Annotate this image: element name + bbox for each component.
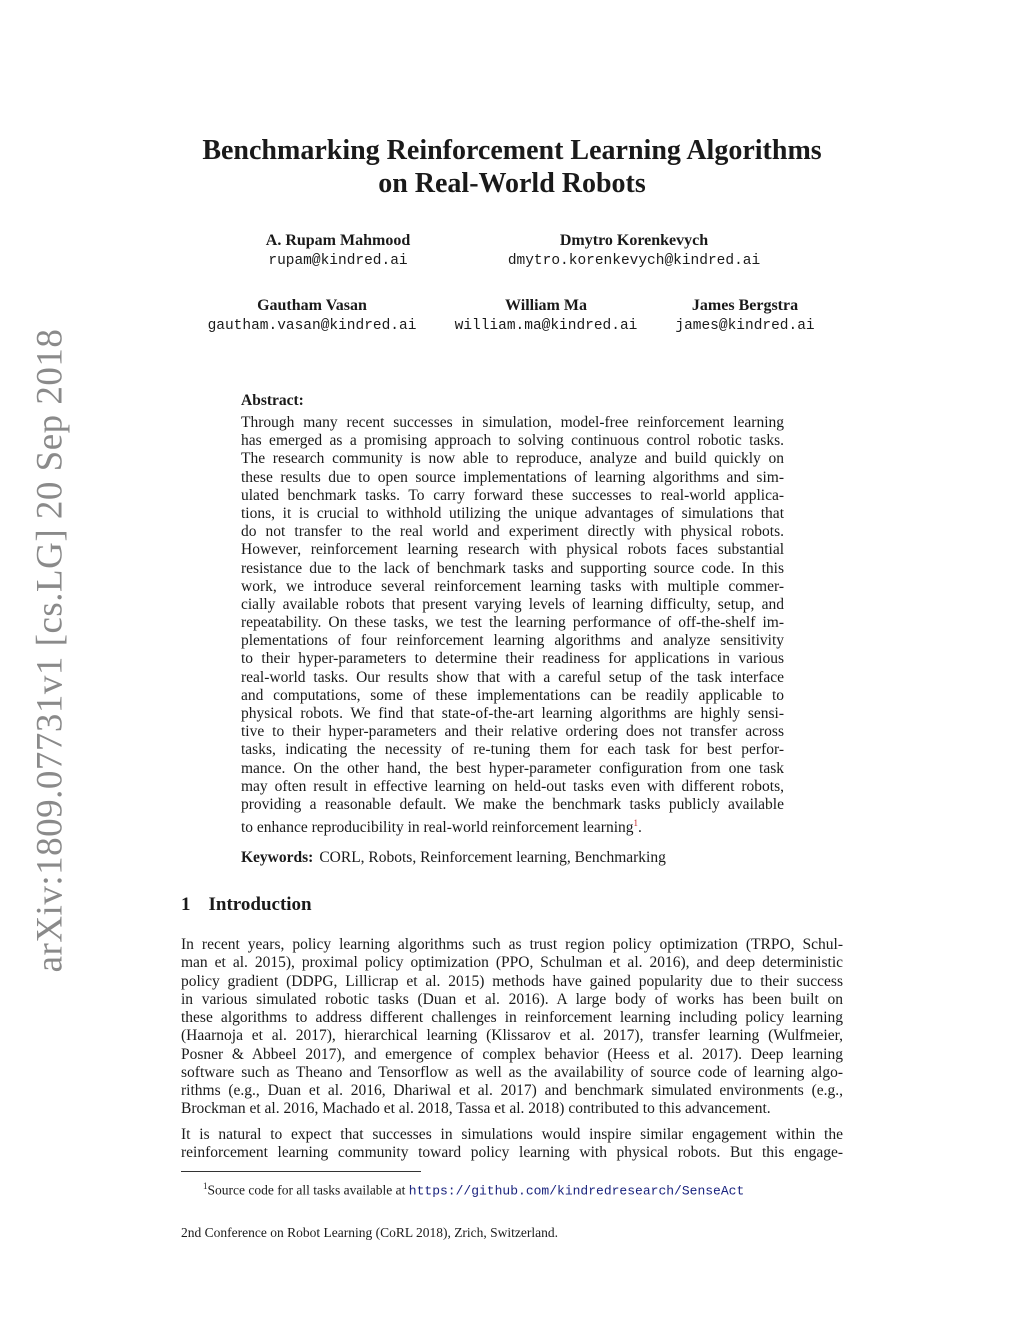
keywords [241,849,666,867]
keywords-text: CORL, Robots, Reinforcement learning, Benchmarking [319,849,666,866]
intro-line: Brockman et al. 2016, Machado et al. 2018, Tassa et al. 2018) contributed to this advancement. [181,1100,771,1118]
abstract-line: real-world tasks. Our results show that with a careful setup of the task interface [241,668,784,686]
abstract-last-line-text: to enhance reproducibility in real-world reinforcement learning [241,819,634,837]
author-email: william.ma@kindred.ai [454,318,638,334]
abstract-line: and computations, some of these implementations can be readily applicable to [241,686,784,704]
abstract-heading: Abstract: [241,392,304,409]
abstract-line: providing a reasonable default. We make the benchmark tasks publicly available [241,795,784,813]
author-email: gautham.vasan@kindred.ai [207,318,417,334]
abstract-line: may often result in effective learning on held-out tasks even with different robots, [241,777,784,795]
author-block [436,296,656,336]
author-block [192,296,432,336]
footnote-reference-link[interactable]: 1 [633,818,639,829]
abstract-line-last [241,814,784,837]
arxiv-identifier-text: arXiv:1809.07731v1 [cs.LG] 20 Sep 2018 [29,328,71,972]
section-number: 1 [181,894,191,915]
author-name: William Ma [505,297,587,314]
abstract-line: physical robots. We find that state-of-the-art learning algorithms are highly sensi- [241,705,784,722]
author-block [484,231,784,271]
intro-line: software such as Theano and Tensorflow as well as the availability of source code of learning algo- [181,1063,843,1081]
footnote-divider [181,1171,421,1172]
author-name: A. Rupam Mahmood [265,232,411,249]
abstract-line: plementations of four reinforcement learning algorithms and analyze sensitivity [241,632,784,650]
paper-title-line-2: on Real-World Robots [378,168,646,199]
abstract-line: The research community is now able to reproduce, analyze and build quickly on [241,450,784,468]
intro-line: Posner & Abbeel 2017), and emergence of complex behavior (Heess et al. 2017). Deep learning [181,1045,843,1063]
intro-line: rithms (e.g., Duan et al. 2016, Dhariwal et al. 2017) and benchmark simulated environments (e.g., [181,1082,843,1099]
intro-line: man et al. 2015), proximal policy optimization (PPO, Schulman et al. 2016), and deep deterministic [181,954,843,972]
author-email: dmytro.korenkevych@kindred.ai [507,253,761,269]
abstract-line: do not transfer to the real world and experiment directly with physical robots. [241,523,784,541]
abstract-line: Through many recent successes in simulation, model-free reinforcement learning [241,414,784,431]
abstract-line: resistance due to the lack of benchmark tasks and supporting source code. In this [241,559,784,577]
author-name: Gautham Vasan [257,297,367,314]
footnote-text: Source code for all tasks available at [207,1182,409,1198]
abstract-line: ulated benchmark tasks. To carry forward these successes to real-world applica- [241,486,784,504]
author-name: Dmytro Korenkevych [559,232,709,249]
abstract-line: these results due to open source implementations of learning algorithms and sim- [241,468,784,486]
author-block [238,231,438,271]
author-name: James Bergstra [691,297,799,314]
abstract-line: has emerged as a promising approach to solving continuous control robotic tasks. [241,432,784,450]
footnote-mark: 1 [203,1181,208,1191]
intro-line: these algorithms to address different challenges in reinforcement learning including policy learning [181,1009,843,1026]
source-code-link[interactable]: https://github.com/kindredresearch/SenseAct [408,1183,745,1199]
arxiv-identifier [20,328,80,972]
keywords-label: Keywords: [241,849,314,866]
intro-paragraph-1 [181,936,843,1119]
abstract-line: tasks, indicating the necessity of re-tuning them for each task for best perfor- [241,741,784,759]
intro-line: in various simulated robotic tasks (Duan et al. 2016). A large body of works has been built on [181,990,843,1008]
author-email: rupam@kindred.ai [268,253,408,269]
intro-line: (Haarnoja et al. 2017), hierarchical learning (Klissarov et al. 2017), transfer learning (Wulfmeier, [181,1027,843,1045]
intro-paragraph-2 [181,1126,843,1163]
intro-line: policy gradient (DDPG, Lillicrap et al. 2015) methods have gained popularity due to their success [181,972,843,990]
intro-line: It is natural to expect that successes in simulations would inspire similar engagement within the [181,1126,843,1143]
abstract-line: repeatability. On these tasks, we test the learning performance of off-the-shelf im- [241,614,784,632]
footnote [203,1178,744,1200]
paper-title-line-1: Benchmarking Reinforcement Learning Algorithms [202,135,822,166]
abstract-line: cially available robots that present varying levels of learning difficulty, setup, and [241,595,784,613]
author-email: james@kindred.ai [675,318,815,334]
abstract-line: tions, it is crucial to withhold utilizing the unique advantages of simulations that [241,504,784,522]
abstract-body [241,414,784,837]
abstract-line: However, reinforcement learning research with physical robots faces substantial [241,541,784,559]
section-title: Introduction [208,894,312,915]
author-block [660,296,830,336]
abstract-line: work, we introduce several reinforcement learning tasks with multiple commer- [241,577,784,595]
paper-title [150,134,874,200]
abstract-line: tive to their hyper-parameters and their relative ordering does not transfer across [241,723,784,741]
section-heading [181,894,312,916]
intro-line: reinforcement learning community toward policy learning with physical robots. But this engage- [181,1144,843,1162]
abstract-line: mance. On the other hand, the best hyper-parameter configuration from one task [241,759,784,777]
abstract-last-line-end: . [638,819,642,837]
venue-footer: 2nd Conference on Robot Learning (CoRL 2018), Zrich, Switzerland. [181,1225,559,1240]
abstract-line: to their hyper-parameters to determine their readiness for applications in various [241,650,784,668]
intro-line: In recent years, policy learning algorithms such as trust region policy optimization (TRPO, Schul- [181,936,843,953]
